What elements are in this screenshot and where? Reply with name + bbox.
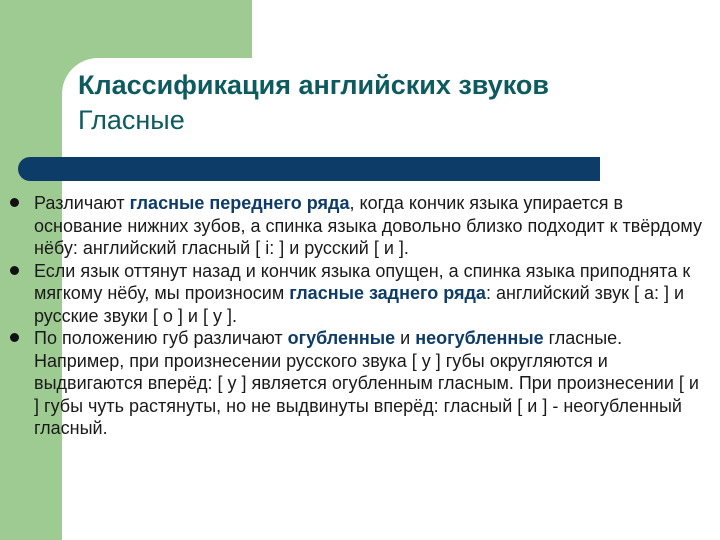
divider-bar (18, 157, 600, 181)
bullet-text: , когда кончик языка упирается в основание нижних зубов, а спинка языка довольно близко подходит к твёрдому нёбу: английский гласный [ i: ] и русский [ и ]. (34, 193, 702, 258)
bullet-bold-term: огубленные (287, 328, 396, 348)
bullet-dot-icon (10, 198, 19, 207)
bullet-dot-icon (10, 333, 19, 342)
bullet-bold-term: гласные переднего ряда (129, 193, 350, 213)
bullet-bold-term: неогубленные (415, 328, 544, 348)
bullet-bold-term: гласные заднего ряда (289, 283, 486, 303)
bullet-front-vowels (10, 192, 706, 260)
bullet-text: : английский звук [ a: ] и русские звуки [ o ] и [ у ]. (34, 283, 685, 326)
bullet-lip-rounding (10, 327, 706, 440)
bullet-text: Различают (34, 193, 130, 213)
bullet-text: и (395, 328, 416, 348)
bullet-back-vowels (10, 260, 706, 328)
bullet-dot-icon (10, 266, 19, 275)
bullet-text: Если язык оттянут назад и кончик языка опущен, а спинка языка приподнята к мягкому нёбу, мы произносим (34, 260, 691, 303)
slide-subtitle: Гласные (78, 105, 185, 135)
bullet-text: По положению губ различают (34, 328, 288, 348)
bullet-text: гласные. Например, при произнесении русского звука [ у ] губы округляются и выдвигаются вперёд: [ у ] является огубленным гласным. При произнесении [ и ] губы чуть растянуты, но не выдвинуты вперёд: гласный [ и ] - неогубленный гласный. (34, 328, 699, 438)
bullet-list (10, 192, 706, 440)
slide-title: Классификация английских звуков (78, 70, 549, 100)
